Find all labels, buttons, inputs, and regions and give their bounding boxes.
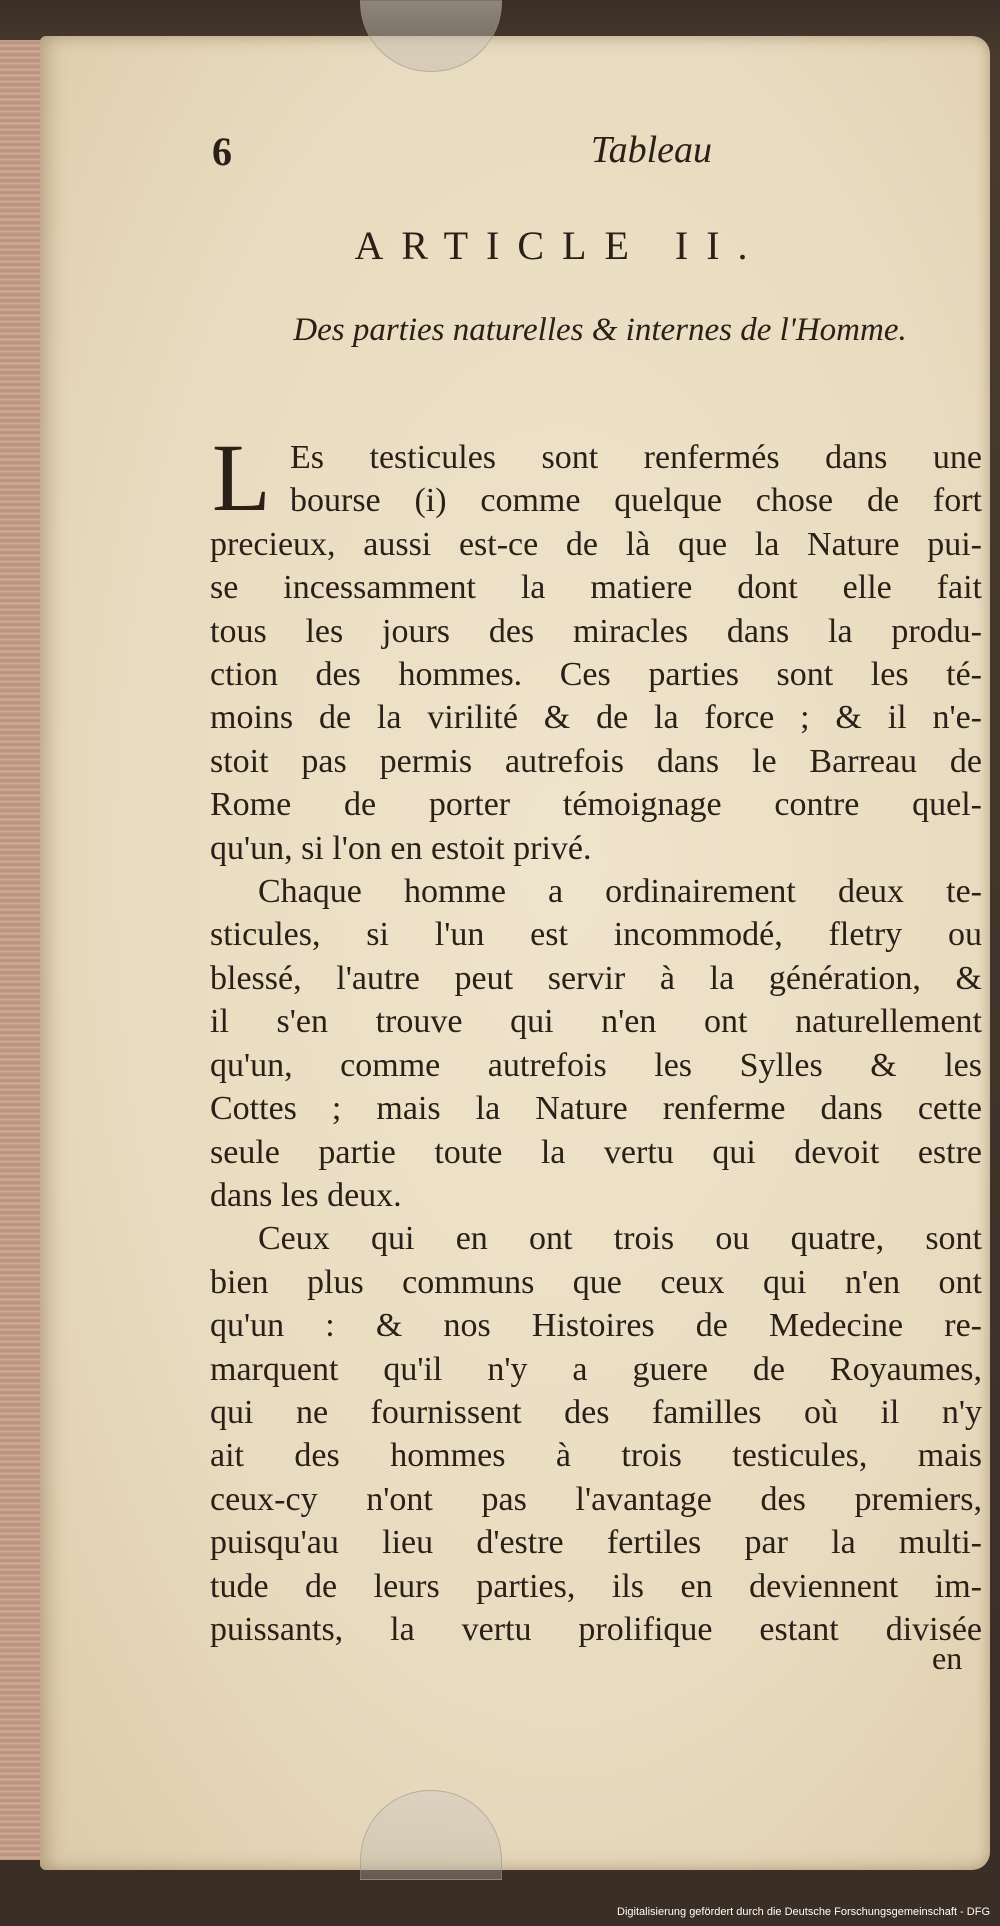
text-line: ait des hommes à trois testicules, mais: [210, 1437, 982, 1475]
catchword: en: [932, 1640, 963, 1676]
text-line: il s'en trouve qui n'en ont naturellement: [210, 1003, 982, 1041]
text-line: Cottes ; mais la Nature renferme dans cette: [210, 1090, 982, 1128]
text-line: qui ne fournissent des familles où il n'y: [210, 1393, 982, 1431]
text-line: ceux-cy n'ont pas l'avantage des premiers,: [210, 1480, 982, 1518]
text-line: Chaque homme a ordinairement deux te-: [258, 873, 982, 911]
text-line: precieux, aussi est-ce de là que la Nature pui-: [210, 525, 982, 563]
text-line: sticules, si l'un est incommodé, fletry ou: [210, 916, 982, 954]
text-line: marquent qu'il n'y a guere de Royaumes,: [210, 1350, 982, 1388]
text-line: bien plus communs que ceux qui n'en ont: [210, 1263, 982, 1301]
paragraph-2: [210, 870, 982, 1217]
text-line: bourse (i) comme quelque chose de fort: [290, 482, 982, 520]
page-header: [212, 128, 712, 178]
text-line: dans les deux.: [210, 1176, 402, 1214]
text-line: stoit pas permis autrefois dans le Barreau de: [210, 742, 982, 780]
text-line: qu'un : & nos Histoires de Medecine re-: [210, 1307, 982, 1345]
text-line: moins de la virilité & de la force ; & il n'e-: [210, 699, 982, 737]
running-title: Tableau: [590, 129, 712, 171]
text-line: Ceux qui en ont trois ou quatre, sont: [258, 1220, 982, 1258]
paragraph-1: [210, 436, 982, 870]
section-subtitle: Des parties naturelles & internes de l'Homme.: [293, 312, 907, 348]
text-line: puisqu'au lieu d'estre fertiles par la multi-: [210, 1524, 982, 1562]
text-line: qu'un, comme autrefois les Sylles & les: [210, 1046, 982, 1084]
text-line: tous les jours des miracles dans la produ-: [210, 612, 982, 650]
drop-cap: L: [212, 424, 271, 531]
text-line: puissants, la vertu prolifique estant divisée: [210, 1610, 982, 1648]
text-line: ction des hommes. Ces parties sont les té-: [210, 656, 982, 694]
digitization-credit: Digitalisierung gefördert durch die Deutsche Forschungsgemeinschaft - DFG: [617, 1906, 990, 1918]
text-line: seule partie toute la vertu qui devoit estre: [210, 1133, 982, 1171]
text-line: Es testicules sont renfermés dans une: [290, 439, 982, 476]
article-heading: ARTICLE II.: [354, 223, 766, 268]
text-line: Rome de porter témoignage contre quel-: [210, 786, 982, 824]
body-text: [210, 436, 982, 1651]
text-line: tude de leurs parties, ils en deviennent im-: [210, 1567, 982, 1605]
paragraph-3: [210, 1217, 982, 1651]
page-number: 6: [212, 129, 232, 174]
text-line: blessé, l'autre peut servir à la génération, &: [210, 959, 982, 997]
text-line: se incessamment la matiere dont elle fait: [210, 569, 982, 607]
text-line: qu'un, si l'on en estoit privé.: [210, 829, 592, 867]
